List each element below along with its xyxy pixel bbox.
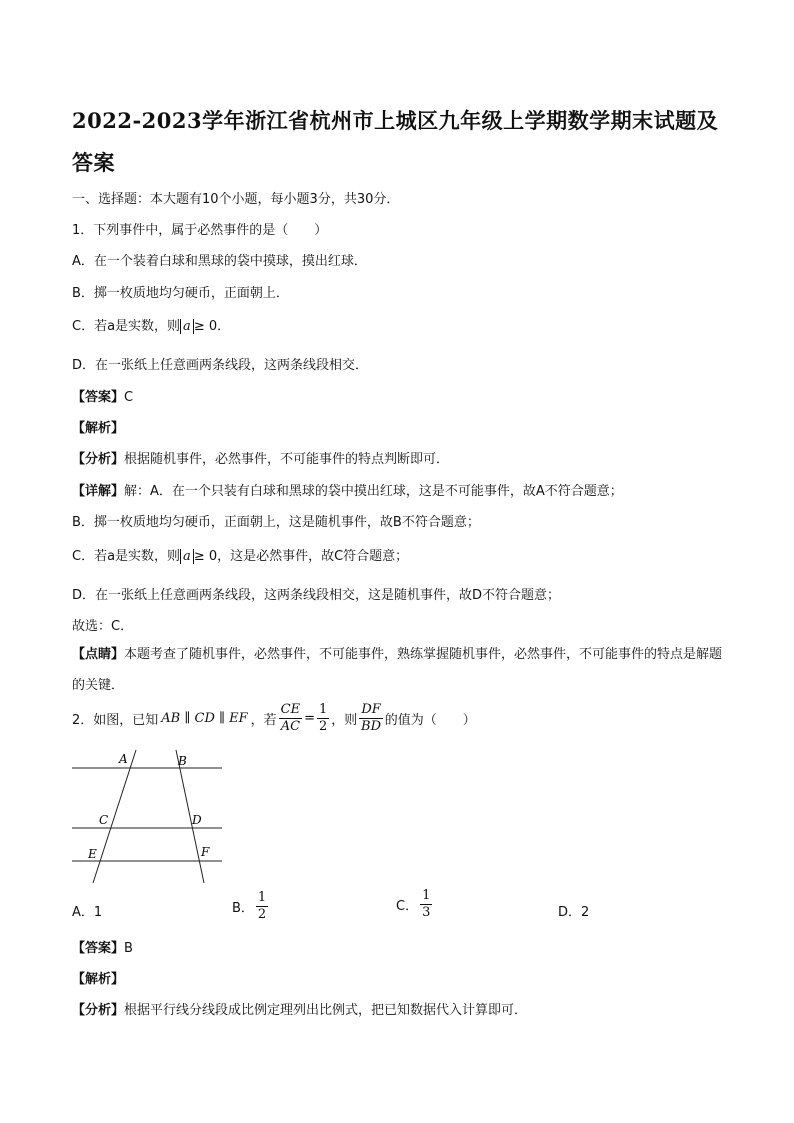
answer-tag: 【答案】 (72, 941, 125, 956)
q2-option-a: A．1 (72, 905, 103, 920)
q2-geometry-figure (66, 748, 228, 886)
xiangjie-tag: 【详解】 (72, 484, 125, 499)
q2-option-b-frac (256, 890, 268, 923)
q1-line-b: B．掷一枚质地均匀硬币，正面朝上，这是随机事件，故B不符合题意； (72, 515, 480, 530)
fenxi-tag: 【分析】 (72, 452, 125, 467)
q2-option-c-pre: C． (396, 899, 419, 914)
answer-value: C (124, 390, 134, 405)
answer-value: B (124, 941, 133, 956)
q2-stem-post: 的值为（ ） (384, 713, 476, 728)
q2-fenxi (72, 999, 527, 1018)
label-c: C (99, 813, 109, 827)
q2-fraction-ce-ac (279, 702, 302, 735)
q1-option-a: A．在一个装着白球和黑球的袋中摸球，摸出红球． (72, 254, 367, 269)
q2-stem-mid: ，若 (250, 713, 277, 728)
q2-option-b-pre: B． (232, 901, 254, 916)
q2-option-c (396, 888, 434, 921)
answer-tag: 【答案】 (72, 390, 125, 405)
q2-analysis-heading: 【解析】 (72, 972, 125, 987)
q2-option-b (232, 890, 270, 923)
q2-fraction-half (317, 702, 329, 735)
q2-frac2-num: 1 (319, 702, 328, 717)
q2-frac1-den: AC (280, 719, 301, 734)
dianjing-text: 本题考查了随机事件，必然事件，不可能事件，熟练掌握随机事件，必然事件，不可能事件的特点是解题的关键． (72, 647, 723, 693)
q1-fenxi (72, 448, 449, 467)
q2-stem (72, 702, 476, 735)
q1-option-c (72, 315, 230, 334)
q1-line-d: D．在一张纸上任意画两条线段，这两条线段相交，这是随机事件，故D不符合题意； (72, 588, 561, 603)
q2-option-b-den: 2 (257, 907, 267, 922)
q1-line-c-abs: a (180, 549, 194, 564)
page-title: 2022-2023学年浙江省杭州市上城区九年级上学期数学期末试题及答案 (72, 108, 719, 175)
q1-xiangjie (72, 480, 623, 499)
label-a: A (119, 752, 128, 766)
q1-option-d: D．在一张纸上任意画两条线段，这两条线段相交． (72, 358, 369, 373)
q2-option-c-frac (420, 888, 432, 921)
q1-option-b: B．掷一枚质地均匀硬币，正面朝上． (72, 286, 289, 301)
q2-option-d: D．2 (558, 905, 590, 920)
fenxi-tag: 【分析】 (72, 1003, 125, 1018)
q1-answer (72, 386, 133, 405)
xiangjie-text: 解：A．在一个只装有白球和黑球的袋中摸出红球，这是不可能事件，故A不符合题意； (124, 484, 623, 499)
q1-line-c-post: ≥ 0，这是必然事件，故C符合题意； (193, 549, 409, 564)
q2-stem-then: ，则 (331, 713, 358, 728)
q1-line-c-pre: C．若a是实数，则 (72, 549, 181, 564)
q2-frac3-den: BD (361, 719, 382, 734)
q1-choose: 故选：C． (72, 619, 134, 634)
q1-stem: 1．下列事件中，属于必然事件的是（ ） (72, 223, 328, 238)
label-b: B (178, 754, 187, 768)
section-heading: 一、选择题：本大题有10个小题，每小题3分，共30分． (72, 192, 400, 207)
q2-stem-pre: 2．如图，已知 (72, 713, 159, 728)
q2-stem-math: AB ∥ CD ∥ EF (161, 711, 248, 726)
label-d: D (192, 813, 202, 827)
q2-option-b-num: 1 (257, 890, 267, 905)
q1-line-c (72, 545, 408, 564)
q2-fraction-df-bd (359, 702, 382, 735)
q1-analysis-heading: 【解析】 (72, 421, 125, 436)
q2-frac2-den: 2 (319, 719, 328, 734)
q2-frac1-num: CE (280, 702, 301, 717)
fenxi-text: 根据平行线分线段成比例定理列出比例式，把已知数据代入计算即可． (124, 1003, 528, 1018)
q2-option-c-den: 3 (422, 905, 431, 920)
fenxi-text: 根据随机事件，必然事件，不可能事件的特点判断即可． (124, 452, 450, 467)
q1-option-c-abs: a (180, 319, 194, 334)
label-e: E (88, 847, 97, 861)
q1-dianjing (72, 639, 724, 701)
q2-eq: = (304, 711, 316, 726)
q2-answer (72, 937, 133, 956)
dianjing-tag: 【点睛】 (72, 647, 125, 662)
q1-option-c-post: ≥ 0． (193, 319, 231, 334)
q1-option-c-pre: C．若a是实数，则 (72, 319, 181, 334)
label-f: F (201, 845, 210, 859)
q2-frac3-num: DF (361, 702, 381, 717)
q2-option-c-num: 1 (422, 888, 431, 903)
